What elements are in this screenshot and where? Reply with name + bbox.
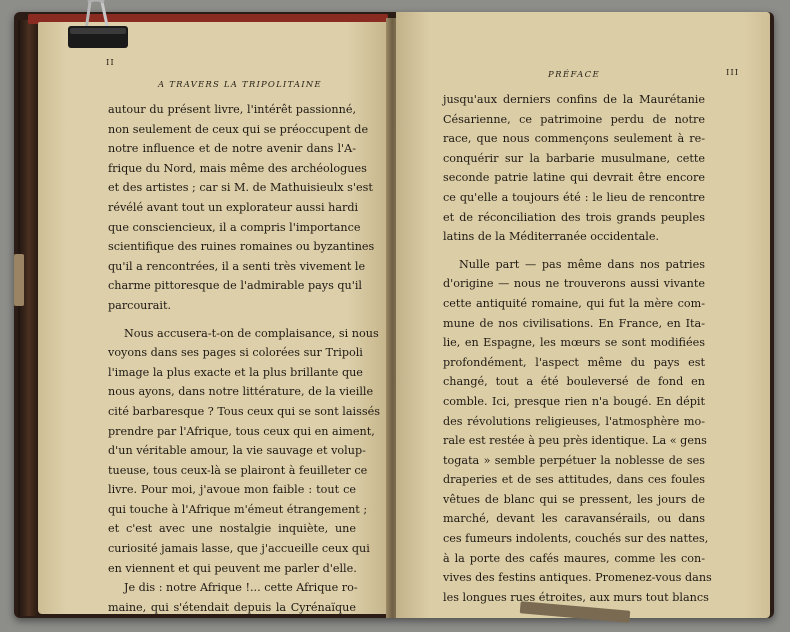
text-line: parcourait. (108, 298, 172, 312)
text-line: prendre par l'Afrique, tous ceux qui en aiment, (108, 424, 375, 438)
left-page-text (108, 100, 380, 617)
text-line: livre. Pour moi, j'avoue mon faible : tout ce (108, 483, 356, 497)
text-line: ces fumeurs indolents, couchés sur des nattes, (443, 532, 709, 546)
text-line: mune de nos civilisations. En France, en Ita- (443, 316, 705, 330)
text-line: charme pittoresque de l'admirable pays qu'il (108, 279, 362, 293)
text-line: ce qu'elle a toujours été : le lieu de rencontre (443, 190, 705, 204)
text-line: d'origine — nous ne trouverons aussi vivante (443, 277, 705, 291)
right-page-text (443, 90, 712, 607)
text-line: latins de la Méditerranée occidentale. (443, 230, 660, 244)
text-line: changé, tout a été bouleversé de fond en (443, 375, 705, 389)
left-page-number: II (106, 58, 115, 68)
text-line: Je dis : notre Afrique !... cette Afrique ro- (124, 581, 358, 595)
text-line: autour du présent livre, l'intérêt passionné, (108, 103, 356, 116)
text-line: notre influence et de notre avenir dans l'A- (108, 142, 356, 156)
text-line: voyons dans ses pages si colorées sur Tripoli (108, 346, 363, 360)
text-line: Nous accusera-t-on de complaisance, si nous (124, 326, 379, 340)
text-line: tueuse, tous ceux-là se plairont à feuilleter ce (108, 463, 368, 477)
text-line: d'un véritable amour, la vie sauvage et volup- (108, 444, 366, 458)
text-line: en viennent et qui peuvent me parler d'elle. (108, 561, 357, 575)
text-line: à la porte des cafés maures, comme les con- (443, 551, 705, 565)
text-line: vives des festins antiques. Promenez-vous dans (443, 571, 712, 585)
text-line: seconde patrie latine qui devrait être encore (443, 171, 705, 185)
text-line: comble. Ici, presque rien n'a bougé. En dépit (443, 394, 705, 408)
text-line: Nulle part — pas même dans nos patries (459, 257, 705, 271)
right-page-number: III (726, 68, 740, 78)
text-line: togata » semble perpétuer la noblesse de ses (443, 453, 705, 467)
text-line: et des artistes ; car si M. de Mathuisieulx s'est (108, 181, 373, 195)
text-line: non seulement de ceux qui se préoccupent de (108, 122, 369, 136)
right-running-head: PRÉFACE (548, 70, 601, 80)
text-line: profondément, l'aspect même du pays est (443, 355, 705, 369)
text-line: révélé avant tout un explorateur aussi hardi (108, 200, 359, 214)
text-line: Césarienne, ce patrimoine perdu de notre (443, 112, 705, 126)
text-line: nous ayons, dans notre littérature, de la vieille (108, 385, 374, 399)
text-line: des révolutions religieuses, l'atmosphère mo- (443, 414, 705, 428)
text-line: et c'est avec une nostalgie inquiète, une (108, 522, 356, 536)
left-running-head: A TRAVERS LA TRIPOLITAINE (158, 80, 322, 90)
text-line: qu'il a rencontrées, il a senti très vivement le (108, 259, 366, 273)
text-line: qui touche à l'Afrique m'émeut étrangement ; (108, 502, 368, 516)
text-line: conquérir sur la barbarie musulmane, cette (443, 151, 705, 165)
text-line: lie, en Espagne, les mœurs se sont modifiées (443, 336, 705, 350)
text-line: scientifique des ruines romaines ou byzantines (108, 240, 375, 254)
binder-clip-icon (66, 0, 130, 52)
text-line: draperies et de ses attitudes, dans ces foules (443, 473, 705, 487)
text-line: l'image la plus exacte et la plus brillante que (108, 365, 363, 379)
text-line: curiosité jamais lasse, que j'accueille ceux qui (108, 542, 370, 556)
text-line: frique du Nord, mais même des archéologues (108, 161, 367, 175)
text-line: cette antiquité romaine, qui fut la mère com- (443, 296, 705, 310)
text-line: maine, qui s'étendait depuis la Cyrénaïque (108, 600, 356, 614)
text-line: vêtues de blanc qui se pressent, les jours de (443, 492, 705, 506)
text-line: rale est restée à peu près identique. La « gens (443, 434, 707, 448)
text-line: et de réconciliation des trois grands peuples (443, 210, 705, 224)
bookmark-tab (14, 254, 24, 306)
text-line: que consciencieux, il a compris l'importance (108, 220, 361, 234)
text-line: jusqu'aux derniers confins de la Maurétanie (443, 93, 705, 106)
book-spine-edge (18, 20, 38, 616)
text-line: race, que nous commençons seulement à re- (443, 132, 705, 146)
text-line: marché, devant les caravansérails, ou dans (443, 512, 705, 526)
text-line: cité barbaresque ? Tous ceux qui se sont laissés (108, 404, 380, 418)
text-line: les longues rues étroites, aux murs tout blancs (443, 590, 709, 604)
